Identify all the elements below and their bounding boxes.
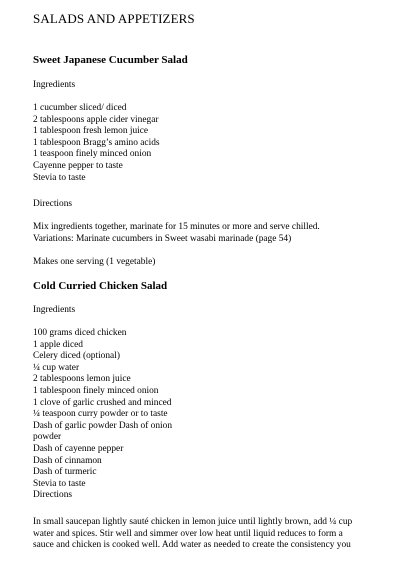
ingredient-line: Cayenne pepper to taste: [33, 160, 123, 171]
ingredient-line: 1 apple diced: [33, 339, 83, 350]
ingredient-line: 1 tablespoon fresh lemon juice: [33, 126, 149, 137]
directions-text: [33, 222, 320, 245]
ingredient-line: 2 tablespoons apple cider vinegar: [33, 114, 159, 125]
ingredients-label: Ingredients: [33, 305, 76, 315]
directions-line: Variations: Marinate cucumbers in Sweet wasabi marinade (page 54): [33, 233, 292, 244]
ingredient-line: Stevia to taste: [33, 478, 86, 489]
ingredient-line: Celery diced (optional): [33, 351, 120, 362]
serving-note: Makes one serving (1 vegetable): [33, 257, 156, 267]
directions-line: Mix ingredients together, marinate for 15 minutes or more and serve chilled.: [33, 222, 320, 232]
ingredient-line: ¼ cup water: [33, 362, 80, 373]
directions-line: sauce and chicken is cooked well. Add water as needed to create the consistency you: [33, 540, 351, 551]
ingredient-line: Stevia to taste: [33, 172, 86, 183]
directions-line: water and spices. Stir well and simmer over low heat until liquid reduces to form a: [33, 528, 343, 539]
ingredient-line: 1 cucumber sliced/ diced: [33, 103, 127, 113]
ingredient-line: 2 tablespoons lemon juice: [33, 374, 131, 385]
ingredient-line: powder: [33, 432, 62, 443]
directions-text: [33, 517, 352, 552]
page-title: SALADS AND APPETIZERS: [33, 11, 195, 26]
ingredient-line: Dash of cinnamon: [33, 455, 102, 466]
directions-label: Directions: [33, 490, 73, 501]
recipe-title: Sweet Japanese Cucumber Salad: [33, 54, 188, 66]
ingredient-line: ¼ teaspoon curry powder or to taste: [33, 409, 168, 420]
ingredient-list: [33, 328, 172, 502]
ingredient-line: 1 tablespoon Bragg’s amino acids: [33, 137, 160, 148]
ingredient-line: 1 clove of garlic crushed and minced: [33, 397, 172, 408]
ingredient-line: Dash of cayenne pepper: [33, 443, 124, 454]
ingredient-line: 1 tablespoon finely minced onion: [33, 385, 159, 396]
recipe-title: Cold Curried Chicken Salad: [33, 280, 168, 292]
ingredient-line: 1 teaspoon finely minced onion: [33, 149, 152, 160]
ingredients-label: Ingredients: [33, 80, 76, 90]
directions-label: Directions: [33, 199, 73, 209]
ingredient-line: Dash of turmeric: [33, 467, 97, 478]
ingredient-line: 100 grams diced chicken: [33, 328, 127, 338]
ingredient-list: [33, 103, 160, 184]
ingredient-line: Dash of garlic powder Dash of onion: [33, 420, 173, 431]
directions-line: In small saucepan lightly sauté chicken in lemon juice until lightly brown, add ¼ cup: [33, 517, 353, 527]
